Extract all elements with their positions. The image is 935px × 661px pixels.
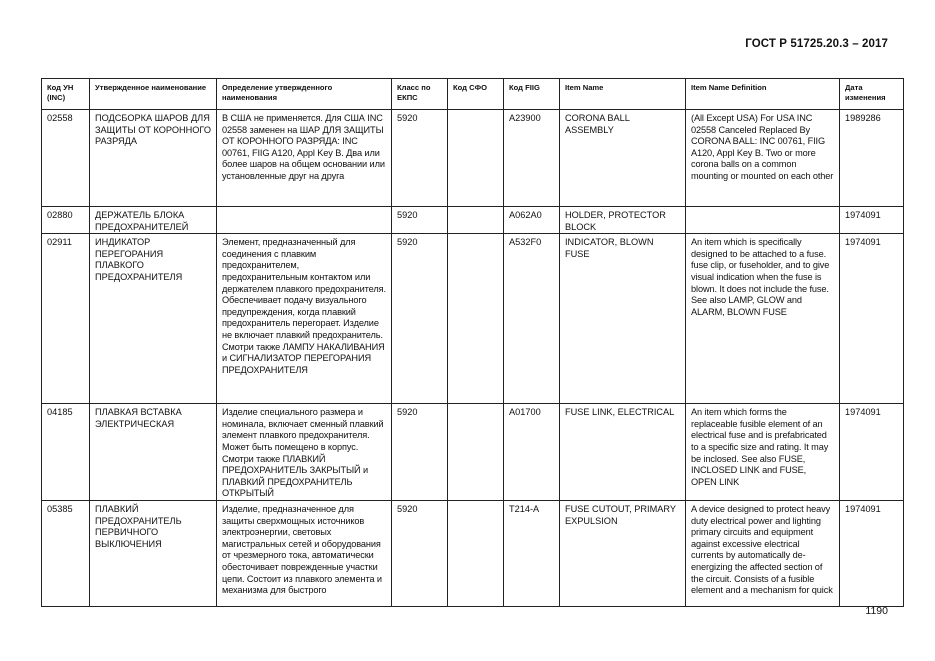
cell-item-name: INDICATOR, BLOWN FUSE (560, 234, 686, 404)
cell-item-name: CORONA BALL ASSEMBLY (560, 110, 686, 207)
table-header-row (42, 79, 904, 110)
cell-fiig-code: A23900 (504, 110, 560, 207)
cell-sfo-code (448, 234, 504, 404)
column-header: Класс по ЕКПС (392, 79, 448, 110)
cell-sfo-code (448, 404, 504, 501)
cell-definition-ru: Элемент, предназначенный для соединения с плавким предохранителем, предохранительным контактом или держателем плавкого предохранителя. Обеспечивает подачу визуального предупреждения, когда плавкий предохранитель перегорает. Изделие не включает плавкий предохранитель. Смотри также ЛАМПУ НАКАЛИВАНИЯ и СИГНАЛИЗАТОР ПЕРЕГОРАНИЯ ПРЕДОХРАНИТЕЛЯ (217, 234, 392, 404)
table-row (42, 234, 904, 404)
cell-item-definition (686, 207, 840, 234)
cell-inc: 02911 (42, 234, 90, 404)
column-header: Код FIIG (504, 79, 560, 110)
column-header: Код СФО (448, 79, 504, 110)
cell-inc: 02558 (42, 110, 90, 207)
cell-sfo-code (448, 500, 504, 606)
page-number: 1190 (865, 605, 888, 617)
column-header: Item Name (560, 79, 686, 110)
cell-item-definition: (All Except USA) For USA INC 02558 Canceled Replaced By CORONA BALL: INC 00761, FIIG A120, Appl Key B. Two or more corona balls on a common mounting or mounted on each other (686, 110, 840, 207)
cell-definition-ru: Изделие, предназначенное для защиты сверхмощных источников электроэнергии, световых магистральных сетей и оборудования от чрезмерного тока, автоматически обесточивает поврежденные участки цепи. Состоит из плавкого элемента и механизма для быстрого (217, 500, 392, 606)
cell-name-ru: ПЛАВКИЙ ПРЕДОХРАНИТЕЛЬ ПЕРВИЧНОГО ВЫКЛЮЧЕНИЯ (90, 500, 217, 606)
cell-sfo-code (448, 207, 504, 234)
table-row (42, 110, 904, 207)
cell-item-name: HOLDER, PROTECTOR BLOCK (560, 207, 686, 234)
cell-item-definition: An item which forms the replaceable fusible element of an electrical fuse and is prefabricated to a specific size and rating. It may be inclosed. See also FUSE, INCLOSED LINK and FUSE, OPEN LINK (686, 404, 840, 501)
classification-table (41, 78, 904, 607)
cell-ekps-class: 5920 (392, 404, 448, 501)
table-row (42, 500, 904, 606)
document-standard-code: ГОСТ Р 51725.20.3 – 2017 (745, 38, 888, 50)
cell-change-date: 1989286 (840, 110, 904, 207)
cell-fiig-code: A01700 (504, 404, 560, 501)
cell-change-date: 1974091 (840, 404, 904, 501)
cell-inc: 02880 (42, 207, 90, 234)
cell-name-ru: ДЕРЖАТЕЛЬ БЛОКА ПРЕДОХРАНИТЕЛЕЙ (90, 207, 217, 234)
column-header: Item Name Definition (686, 79, 840, 110)
cell-name-ru: ПЛАВКАЯ ВСТАВКА ЭЛЕКТРИЧЕСКАЯ (90, 404, 217, 501)
cell-fiig-code: T214-A (504, 500, 560, 606)
cell-fiig-code: A532F0 (504, 234, 560, 404)
cell-ekps-class: 5920 (392, 110, 448, 207)
cell-sfo-code (448, 110, 504, 207)
cell-name-ru: ПОДСБОРКА ШАРОВ ДЛЯ ЗАЩИТЫ ОТ КОРОННОГО РАЗРЯДА (90, 110, 217, 207)
cell-change-date: 1974091 (840, 500, 904, 606)
table-row (42, 207, 904, 234)
column-header: Определение утвержденного наименования (217, 79, 392, 110)
cell-definition-ru (217, 207, 392, 234)
cell-ekps-class: 5920 (392, 500, 448, 606)
cell-inc: 04185 (42, 404, 90, 501)
cell-ekps-class: 5920 (392, 234, 448, 404)
cell-name-ru: ИНДИКАТОР ПЕРЕГОРАНИЯ ПЛАВКОГО ПРЕДОХРАНИТЕЛЯ (90, 234, 217, 404)
cell-inc: 05385 (42, 500, 90, 606)
cell-change-date: 1974091 (840, 234, 904, 404)
column-header: Утвержденное наименование (90, 79, 217, 110)
cell-ekps-class: 5920 (392, 207, 448, 234)
cell-definition-ru: В США не применяется. Для США INC 02558 заменен на ШАР ДЛЯ ЗАЩИТЫ ОТ КОРОННОГО РАЗРЯДА: INC 00761, FIIG A120, Appl Key B. Два или более шаров на общем основании или установленные друг на друга (217, 110, 392, 207)
cell-fiig-code: A062A0 (504, 207, 560, 234)
column-header: Код УН (INC) (42, 79, 90, 110)
cell-change-date: 1974091 (840, 207, 904, 234)
cell-item-definition: An item which is specifically designed to be attached to a fuse. fuse clip, or fuseholder, and to give visual indication when the fuse is blown. It does not include the fuse. See also LAMP, GLOW and ALARM, BLOWN FUSE (686, 234, 840, 404)
cell-item-name: FUSE LINK, ELECTRICAL (560, 404, 686, 501)
cell-item-name: FUSE CUTOUT, PRIMARY EXPULSION (560, 500, 686, 606)
cell-definition-ru: Изделие специального размера и номинала, включает сменный плавкий элемент плавкого предохранителя. Может быть помещено в корпус. Смотри также ПЛАВКИЙ ПРЕДОХРАНИТЕЛЬ ЗАКРЫТЫЙ и ПЛАВКИЙ ПРЕДОХРАНИТЕЛЬ ОТКРЫТЫЙ (217, 404, 392, 501)
cell-item-definition: A device designed to protect heavy duty electrical power and lighting primary circuits and equipment against excessive electrical currents by automatically de-energizing the affected section of the circuit. Consists of a fusible element and a mechanism for quick (686, 500, 840, 606)
table-row (42, 404, 904, 501)
column-header: Дата изменения (840, 79, 904, 110)
